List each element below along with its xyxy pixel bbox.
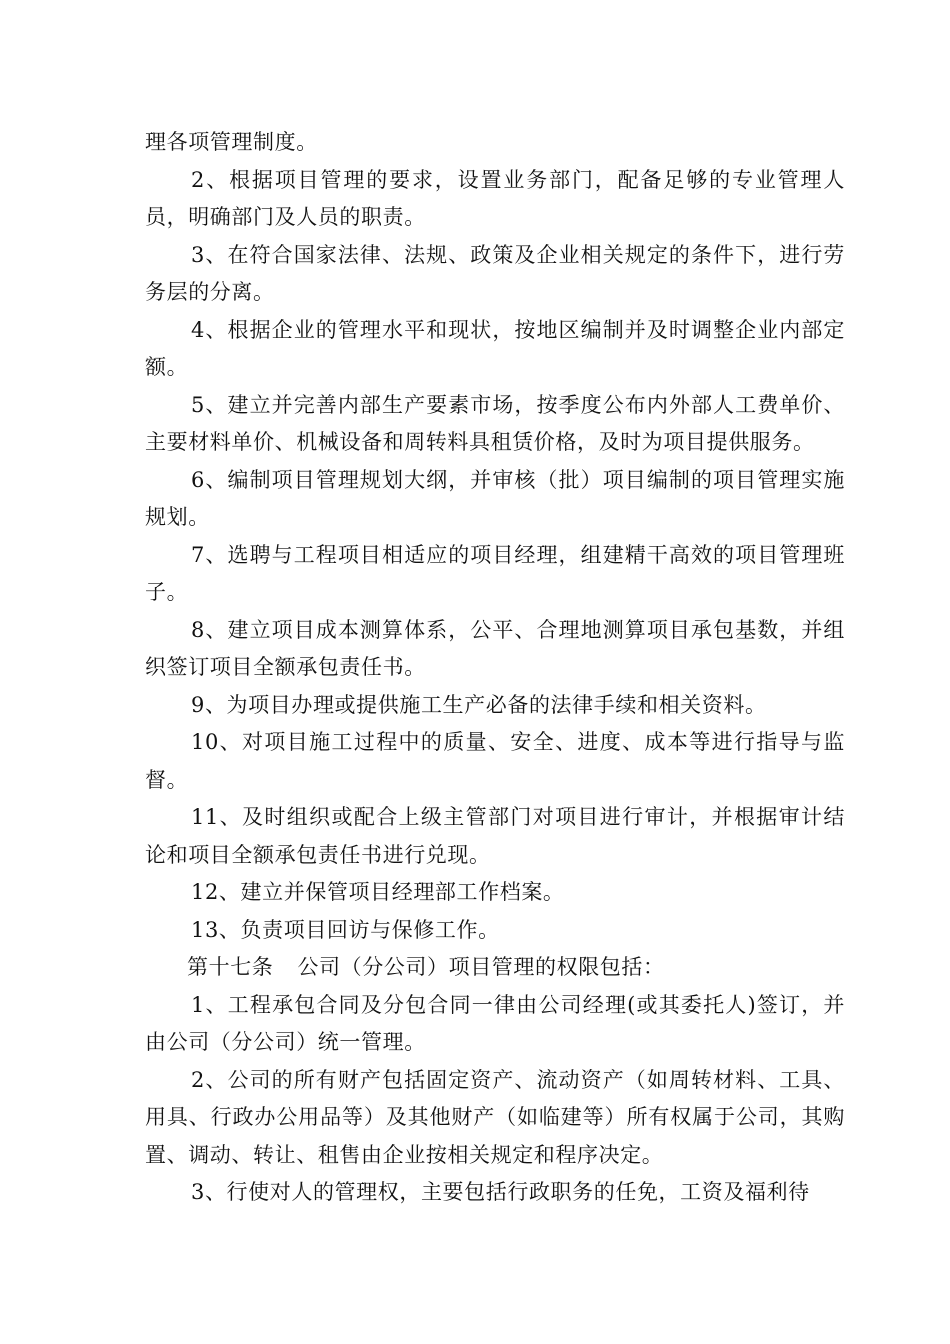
authority-item-1: 1、工程承包合同及分包合同一律由公司经理(或其委托人)签订，并由公司（分公司）统一管理。 <box>145 992 845 1054</box>
paragraph-item-5: 5、建立并完善内部生产要素市场，按季度公布内外部人工费单价、主要材料单价、机械设备和周转料具租赁价格，及时为项目提供服务。 <box>145 392 845 454</box>
paragraph-item-8: 8、建立项目成本测算体系，公平、合理地测算项目承包基数，并组织签订项目全额承包责任书。 <box>145 617 845 679</box>
paragraph-item-12: 12、建立并保管项目经理部工作档案。 <box>191 880 565 904</box>
document-body <box>145 124 845 1212</box>
paragraph-continuation: 理各项管理制度。 <box>145 130 318 154</box>
paragraph-item-4: 4、根据企业的管理水平和现状，按地区编制并及时调整企业内部定额。 <box>145 317 845 379</box>
paragraph-item-6: 6、编制项目管理规划大纲，并审核（批）项目编制的项目管理实施规划。 <box>145 467 845 529</box>
authority-item-3: 3、行使对人的管理权，主要包括行政职务的任免，工资及福利待 <box>191 1180 810 1204</box>
paragraph-item-11: 11、及时组织或配合上级主管部门对项目进行审计，并根据审计结论和项目全额承包责任书进行兑现。 <box>145 805 845 867</box>
paragraph-item-10: 10、对项目施工过程中的质量、安全、进度、成本等进行指导与监督。 <box>145 730 845 792</box>
paragraph-item-7: 7、选聘与工程项目相适应的项目经理，组建精干高效的项目管理班子。 <box>145 542 845 604</box>
paragraph-item-9: 9、为项目办理或提供施工生产必备的法律手续和相关资料。 <box>191 692 767 717</box>
paragraph-item-13: 13、负责项目回访与保修工作。 <box>191 917 500 942</box>
article-title: 公司（分公司）项目管理的权限包括： <box>297 955 665 979</box>
paragraph-item-3: 3、在符合国家法律、法规、政策及企业相关规定的条件下，进行劳务层的分离。 <box>145 242 845 304</box>
article-heading <box>145 949 845 987</box>
authority-item-2: 2、公司的所有财产包括固定资产、流动资产（如周转材料、工具、用具、行政办公用品等）及其他财产（如临建等）所有权属于公司，其购置、调动、转让、租售由企业按相关规定和程序决定。 <box>145 1067 845 1167</box>
paragraph-item-2: 2、根据项目管理的要求，设置业务部门，配备足够的专业管理人员，明确部门及人员的职责。 <box>145 167 845 229</box>
article-number: 第十七条 <box>187 955 274 979</box>
